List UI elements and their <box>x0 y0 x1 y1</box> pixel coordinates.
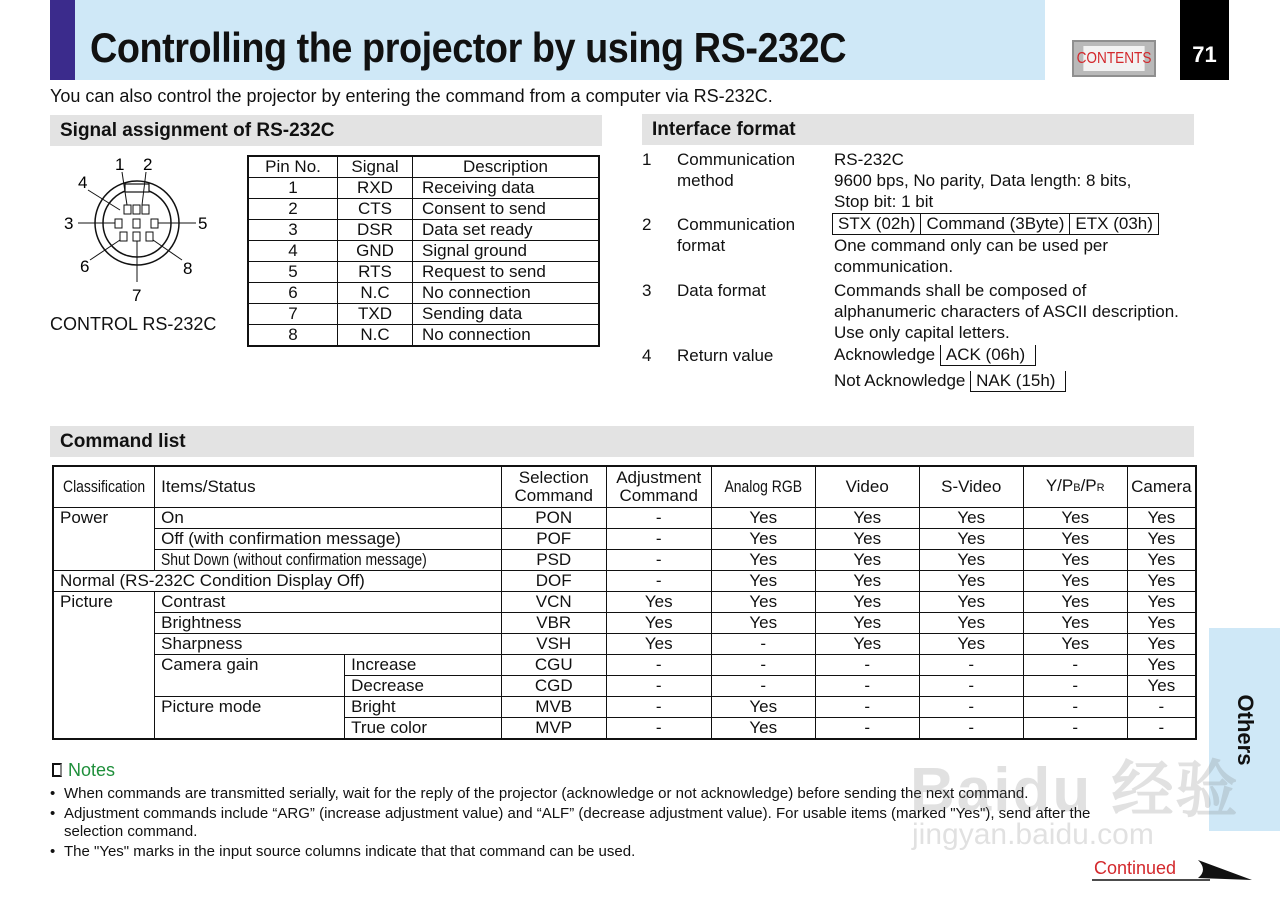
command-code: POF <box>501 529 606 550</box>
interface-item-number: 3 <box>642 281 652 300</box>
note-item: • The "Yes" marks in the input source columns indicate that that command can be used. <box>50 843 636 860</box>
table-row <box>248 199 599 220</box>
item-label: True color <box>345 718 502 740</box>
group-normal: Normal (RS-232C Condition Display Off) <box>53 571 501 592</box>
table-row <box>53 655 1196 676</box>
interface-item-1-label <box>677 149 795 191</box>
nak-line <box>834 370 1066 392</box>
table-row <box>248 325 599 347</box>
command-code: MVB <box>501 697 606 718</box>
pin-number: 6 <box>248 283 338 304</box>
command-code: MVP <box>501 718 606 740</box>
cell-svideo: - <box>919 655 1023 676</box>
watermark-url: jingyan.baidu.com <box>912 818 1154 851</box>
cell-ypbpr: - <box>1023 718 1127 740</box>
cell-camera: - <box>1127 697 1196 718</box>
pin-label-7: 7 <box>132 286 142 305</box>
interface-label-line: method <box>677 171 734 190</box>
cell-ypbpr: - <box>1023 676 1127 697</box>
table-row <box>53 592 1196 613</box>
notes-heading: Notes <box>52 760 115 781</box>
table-row <box>53 550 1196 571</box>
group-picture: Picture <box>53 592 155 740</box>
interface-value-line: One command only can be used per <box>834 236 1109 255</box>
interface-item-4-value <box>834 344 1066 392</box>
pin-socket <box>120 232 127 241</box>
interface-item-number: 4 <box>642 346 652 365</box>
cell-adjustment: - <box>606 655 711 676</box>
pin-label-6: 6 <box>80 257 90 276</box>
cell-svideo: - <box>919 718 1023 740</box>
column-header: Description <box>413 156 600 178</box>
cell-svideo: Yes <box>919 634 1023 655</box>
interface-item-2-value <box>832 213 1159 277</box>
pin-description: Data set ready <box>413 220 600 241</box>
table-row <box>53 697 1196 718</box>
cell-analog-rgb: - <box>711 634 815 655</box>
title-accent-bar <box>50 0 75 80</box>
interface-item-2-label <box>677 214 795 256</box>
pin-number: 3 <box>248 220 338 241</box>
cell-camera: - <box>1127 718 1196 740</box>
column-header-video: Video <box>815 466 919 508</box>
command-code: CGD <box>501 676 606 697</box>
item-label: Sharpness <box>155 634 502 655</box>
command-code: CGU <box>501 655 606 676</box>
cell-svideo: - <box>919 676 1023 697</box>
cell-analog-rgb: Yes <box>711 508 815 529</box>
pin-number: 8 <box>248 325 338 347</box>
cell-svideo: Yes <box>919 592 1023 613</box>
interface-item-number: 2 <box>642 215 652 234</box>
command-code: PON <box>501 508 606 529</box>
cell-ypbpr: Yes <box>1023 571 1127 592</box>
notes-icon <box>52 763 62 777</box>
interface-value-line: communication. <box>834 257 954 276</box>
table-row <box>248 220 599 241</box>
item-label: Shut Down (without confirmation message) <box>155 550 502 571</box>
table-row <box>248 304 599 325</box>
watermark-logo: Baidu 经验 <box>910 756 1240 825</box>
pin-label-5: 5 <box>198 214 208 233</box>
note-item: • Adjustment commands include “ARG” (increase adjustment value) and “ALF” (decrease adjustment value). For usable items (marked "Yes"), send after the <box>50 805 1091 822</box>
interface-item-2 <box>642 214 651 235</box>
table-header-row <box>248 156 599 178</box>
cell-analog-rgb: - <box>711 676 815 697</box>
cell-camera: Yes <box>1127 634 1196 655</box>
interface-item-3 <box>642 280 651 301</box>
interface-value-line: RS-232C <box>834 150 904 169</box>
pin-label-1: 1 <box>115 155 125 174</box>
cell-ypbpr: - <box>1023 655 1127 676</box>
frame-stx: STX (02h) <box>832 213 920 235</box>
interface-label-line: Communication <box>677 150 796 169</box>
nak-code: NAK (15h) <box>970 371 1066 392</box>
cell-adjustment: - <box>606 718 711 740</box>
table-row <box>53 613 1196 634</box>
command-code: VSH <box>501 634 606 655</box>
pin-socket <box>142 205 149 214</box>
interface-value-line: alphanumeric characters of ASCII description. <box>834 302 1179 321</box>
cell-video: Yes <box>815 550 919 571</box>
pin-number: 4 <box>248 241 338 262</box>
cell-ypbpr: Yes <box>1023 634 1127 655</box>
interface-item-number: 1 <box>642 150 652 169</box>
interface-value-line: Use only capital letters. <box>834 323 1010 342</box>
ack-label: Acknowledge <box>834 345 936 364</box>
note-item-continued: selection command. <box>64 823 198 840</box>
command-code: VCN <box>501 592 606 613</box>
interface-value-line: 9600 bps, No parity, Data length: 8 bits, <box>834 171 1132 190</box>
cell-analog-rgb: Yes <box>711 697 815 718</box>
column-header-adjustment: Adjustment Command <box>606 466 711 508</box>
frame-command: Command (3Byte) <box>920 213 1069 235</box>
pin-signal: CTS <box>338 199 413 220</box>
item-label: Increase <box>345 655 502 676</box>
cell-video: - <box>815 718 919 740</box>
connector-key <box>125 184 149 192</box>
cell-analog-rgb: Yes <box>711 529 815 550</box>
column-header-analog-rgb: Analog RGB <box>711 466 815 508</box>
continued-link[interactable]: Continued <box>1094 858 1177 878</box>
cell-video: Yes <box>815 508 919 529</box>
pin-description: No connection <box>413 325 600 347</box>
cell-ypbpr: - <box>1023 697 1127 718</box>
cell-analog-rgb: Yes <box>711 550 815 571</box>
cell-camera: Yes <box>1127 592 1196 613</box>
intro-text: You can also control the projector by entering the command from a computer via RS-232C. <box>50 86 773 106</box>
cell-ypbpr: Yes <box>1023 529 1127 550</box>
cell-adjustment: Yes <box>606 592 711 613</box>
table-row <box>53 529 1196 550</box>
interface-item-1 <box>642 149 651 170</box>
pin-number: 1 <box>248 178 338 199</box>
column-header-items: Items/Status <box>155 466 502 508</box>
interface-heading: Interface format <box>642 114 1194 145</box>
pin-description: Sending data <box>413 304 600 325</box>
cell-adjustment: - <box>606 571 711 592</box>
column-header-ypbpr: Y/PB/PR <box>1023 466 1127 508</box>
pin-socket <box>133 232 140 241</box>
pin-signal: GND <box>338 241 413 262</box>
item-label: On <box>155 508 502 529</box>
pin-socket <box>133 205 140 214</box>
pin-signal: TXD <box>338 304 413 325</box>
interface-item-4-label: Return value <box>677 346 774 365</box>
cell-camera: Yes <box>1127 508 1196 529</box>
pin-signal: DSR <box>338 220 413 241</box>
pin-socket <box>115 219 122 228</box>
pin-signal: RTS <box>338 262 413 283</box>
cell-video: Yes <box>815 613 919 634</box>
pin-socket <box>151 219 158 228</box>
cell-adjustment: - <box>606 676 711 697</box>
pin-number: 7 <box>248 304 338 325</box>
column-header-classification: Classification <box>53 466 155 508</box>
table-row <box>53 508 1196 529</box>
cell-camera: Yes <box>1127 550 1196 571</box>
cell-svideo: Yes <box>919 550 1023 571</box>
table-row <box>248 241 599 262</box>
cell-analog-rgb: Yes <box>711 613 815 634</box>
pin-description: Consent to send <box>413 199 600 220</box>
cell-video: Yes <box>815 571 919 592</box>
interface-label-line: format <box>677 236 726 255</box>
command-table <box>52 465 1197 740</box>
contents-button-label: CONTENTS <box>1083 46 1144 71</box>
cell-ypbpr: Yes <box>1023 550 1127 571</box>
interface-item-1-value <box>834 149 1131 212</box>
cell-video: - <box>815 697 919 718</box>
pin-label-4: 4 <box>78 173 88 192</box>
table-row <box>53 634 1196 655</box>
continued-arrow-icon[interactable] <box>1090 858 1256 884</box>
cell-adjustment: - <box>606 697 711 718</box>
interface-label-line: Communication <box>677 215 796 234</box>
pin-signal: RXD <box>338 178 413 199</box>
item-label: Brightness <box>155 613 502 634</box>
cell-svideo: Yes <box>919 571 1023 592</box>
cell-analog-rgb: Yes <box>711 718 815 740</box>
column-header: Signal <box>338 156 413 178</box>
command-code: DOF <box>501 571 606 592</box>
table-row <box>248 283 599 304</box>
interface-item-3-label: Data format <box>677 281 766 300</box>
cell-video: Yes <box>815 634 919 655</box>
ack-code: ACK (06h) <box>940 345 1036 366</box>
cell-adjustment: Yes <box>606 613 711 634</box>
cell-analog-rgb: Yes <box>711 592 815 613</box>
table-row <box>248 262 599 283</box>
column-header-camera: Camera <box>1127 466 1196 508</box>
group-picture-mode: Picture mode <box>155 697 345 740</box>
note-item: • When commands are transmitted serially, wait for the reply of the projector (acknowledge or not acknowledge) before sending the next command. <box>50 785 1029 802</box>
pin-label-2: 2 <box>143 155 153 174</box>
rs232c-connector-diagram <box>60 150 240 310</box>
column-header: Pin No. <box>248 156 338 178</box>
column-header-svideo: S-Video <box>919 466 1023 508</box>
pin-label-8: 8 <box>183 259 193 278</box>
nak-label: Not Acknowledge <box>834 371 966 390</box>
cell-camera: Yes <box>1127 676 1196 697</box>
pin-signal: N.C <box>338 283 413 304</box>
cell-camera: Yes <box>1127 571 1196 592</box>
pin-socket <box>124 205 131 214</box>
cell-svideo: Yes <box>919 529 1023 550</box>
item-label: Decrease <box>345 676 502 697</box>
interface-value-line: Stop bit: 1 bit <box>834 192 934 211</box>
page-number: 71 <box>1180 0 1229 80</box>
table-header-row <box>53 466 1196 508</box>
pin-socket <box>133 219 140 228</box>
cell-video: Yes <box>815 592 919 613</box>
connector-label: CONTROL RS-232C <box>50 314 217 334</box>
group-camera-gain: Camera gain <box>155 655 345 697</box>
cell-analog-rgb: Yes <box>711 571 815 592</box>
command-frame-format <box>832 213 1159 235</box>
cell-camera: Yes <box>1127 655 1196 676</box>
cell-svideo: Yes <box>919 613 1023 634</box>
contents-button[interactable] <box>1072 40 1156 77</box>
cell-ypbpr: Yes <box>1023 613 1127 634</box>
item-label: Off (with confirmation message) <box>155 529 502 550</box>
cell-adjustment: Yes <box>606 634 711 655</box>
column-header-selection: Selection Command <box>501 466 606 508</box>
pin-description: Request to send <box>413 262 600 283</box>
command-code: VBR <box>501 613 606 634</box>
pin-signal: N.C <box>338 325 413 347</box>
ack-line <box>834 344 1066 366</box>
page-title: Controlling the projector by using RS-232C <box>90 24 847 71</box>
pin-description: Receiving data <box>413 178 600 199</box>
interface-value-line: Commands shall be composed of <box>834 281 1087 300</box>
table-row <box>53 571 1196 592</box>
cell-video: - <box>815 655 919 676</box>
pin-socket <box>146 232 153 241</box>
command-code: PSD <box>501 550 606 571</box>
cell-adjustment: - <box>606 508 711 529</box>
cell-video: Yes <box>815 529 919 550</box>
pin-leader <box>88 190 120 210</box>
cell-svideo: - <box>919 697 1023 718</box>
command-list-heading: Command list <box>50 426 1194 457</box>
table-row <box>248 178 599 199</box>
pin-description: Signal ground <box>413 241 600 262</box>
cell-adjustment: - <box>606 550 711 571</box>
cell-analog-rgb: - <box>711 655 815 676</box>
cell-camera: Yes <box>1127 613 1196 634</box>
pin-assignment-table <box>247 155 600 347</box>
cell-svideo: Yes <box>919 508 1023 529</box>
cell-ypbpr: Yes <box>1023 508 1127 529</box>
interface-item-4 <box>642 345 651 366</box>
item-label: Bright <box>345 697 502 718</box>
group-power: Power <box>53 508 155 571</box>
pin-description: No connection <box>413 283 600 304</box>
cell-camera: Yes <box>1127 529 1196 550</box>
signal-heading: Signal assignment of RS-232C <box>50 115 602 146</box>
pin-number: 5 <box>248 262 338 283</box>
cell-ypbpr: Yes <box>1023 592 1127 613</box>
cell-video: - <box>815 676 919 697</box>
interface-item-3-value <box>834 280 1179 343</box>
pin-number: 2 <box>248 199 338 220</box>
cell-adjustment: - <box>606 529 711 550</box>
frame-etx: ETX (03h) <box>1069 213 1158 235</box>
pin-label-3: 3 <box>64 214 74 233</box>
section-tab-label: Others <box>1232 694 1258 765</box>
item-label: Contrast <box>155 592 502 613</box>
